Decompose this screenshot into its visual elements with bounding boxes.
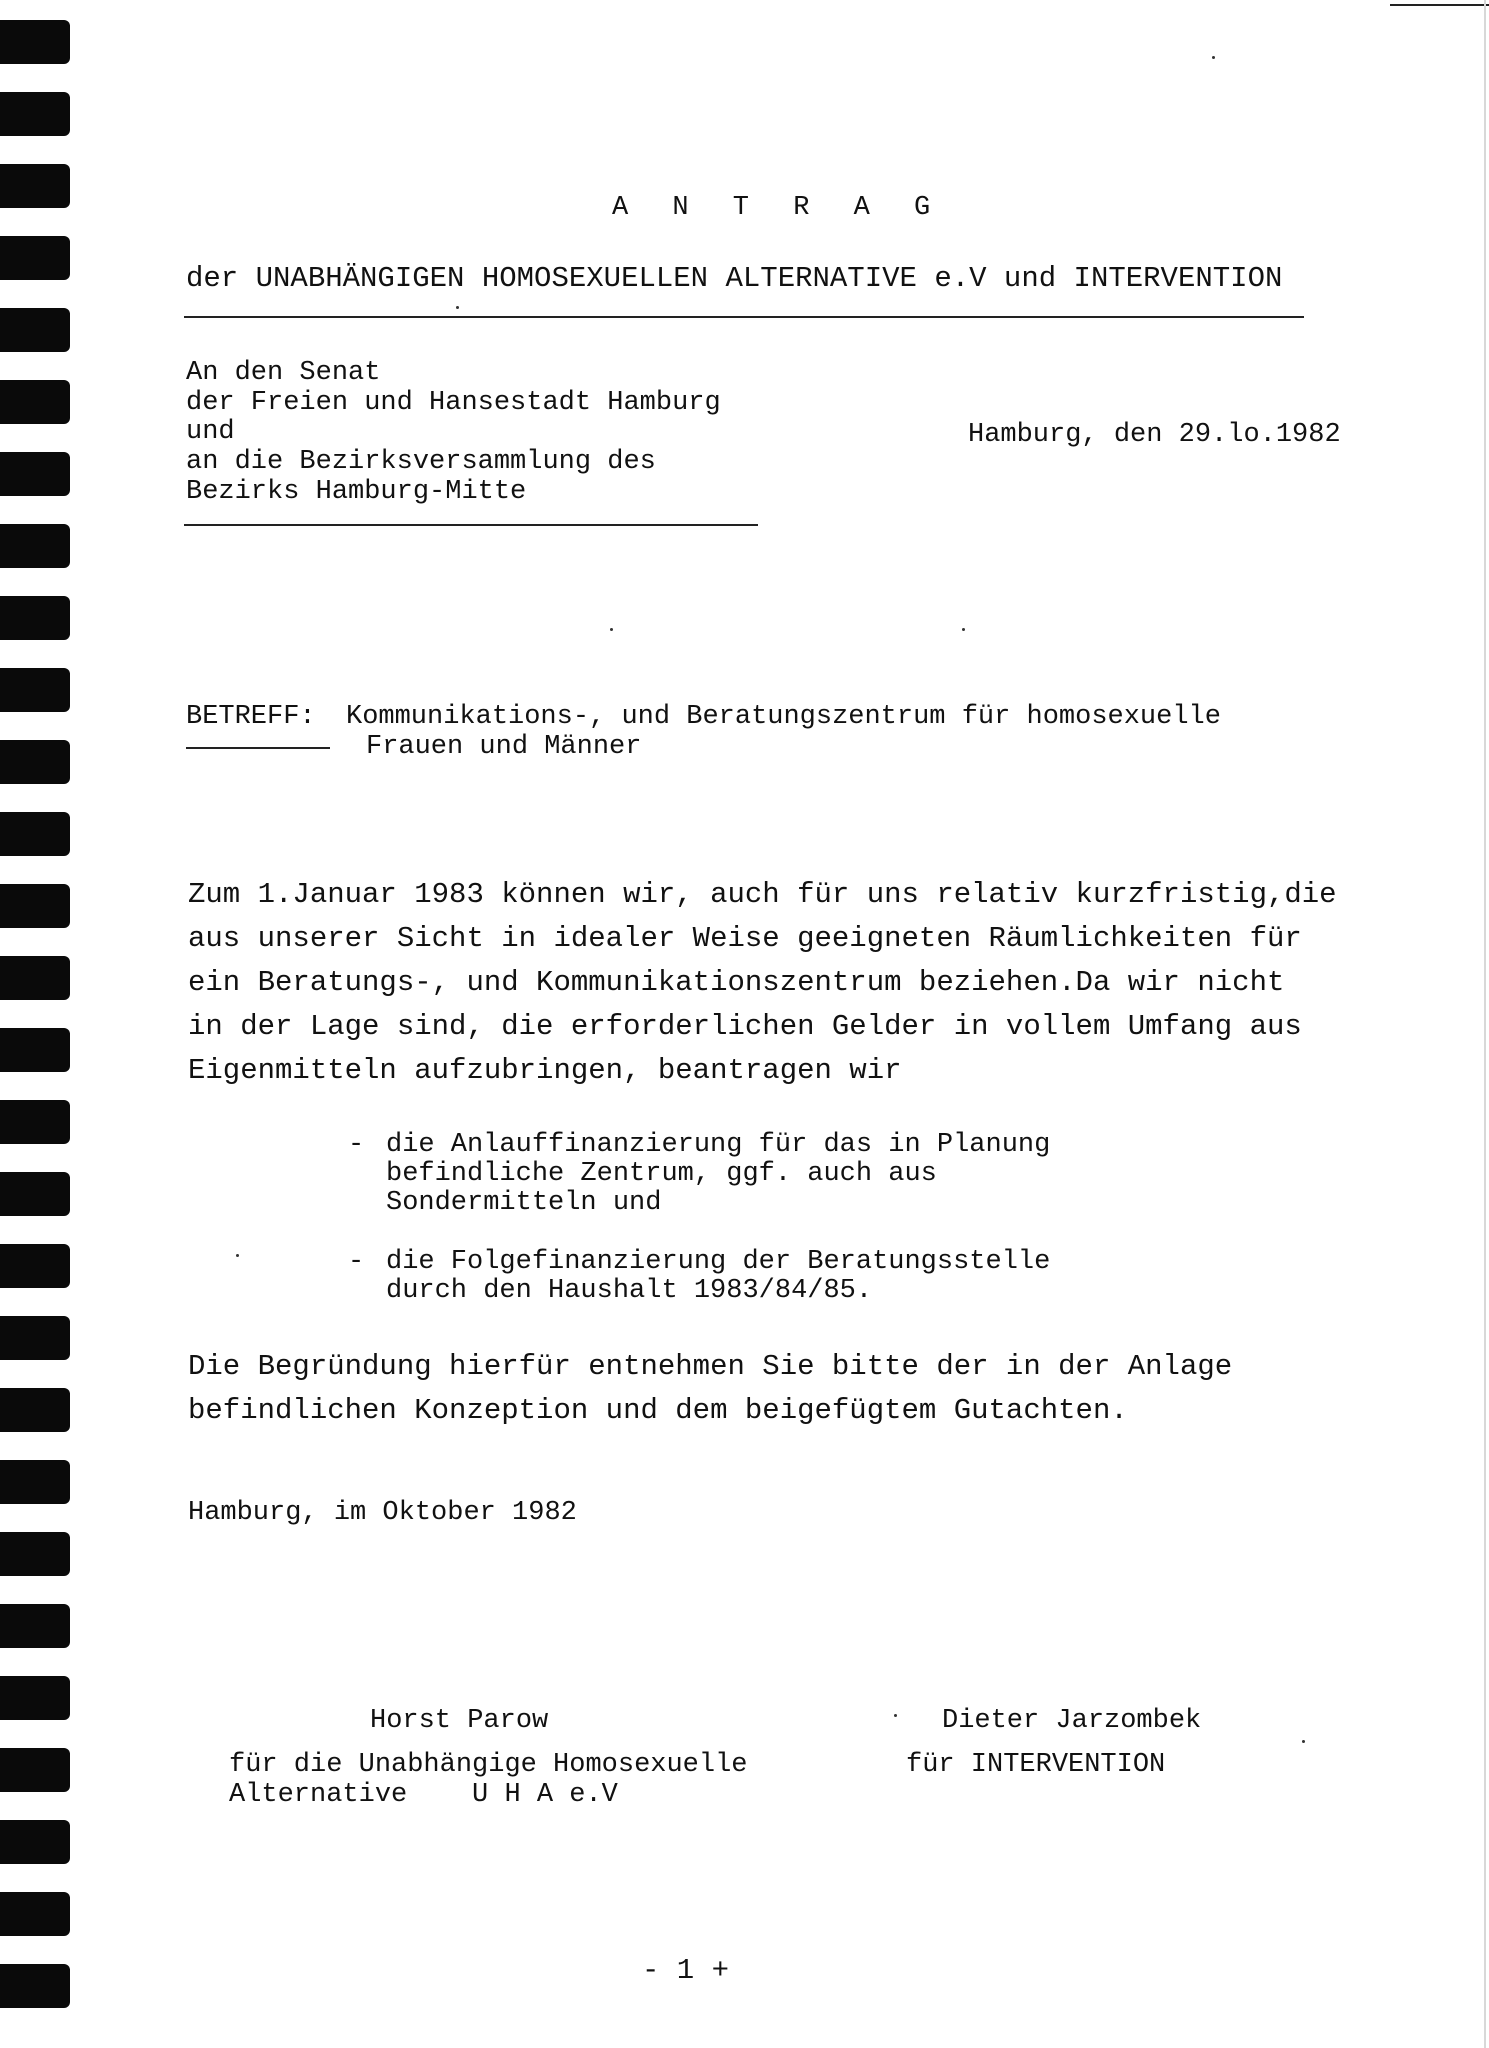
bullet-marker: - — [348, 1130, 365, 1160]
scan-speck — [1302, 1740, 1305, 1743]
scan-speck — [236, 1254, 239, 1257]
reason-line: Die Begründung hierfür entnehmen Sie bitte der in der Anlage — [188, 1350, 1233, 1383]
signatory-name: Horst Parow — [370, 1706, 549, 1736]
bullet-line: befindliche Zentrum, ggf. auch aus — [386, 1159, 937, 1189]
recipient-line: und — [186, 417, 235, 447]
signatory-affiliation: für INTERVENTION — [906, 1750, 1166, 1780]
subject-label: BETREFF: — [186, 702, 316, 732]
body-line: Eigenmitteln aufzubringen, beantragen wir — [188, 1054, 902, 1087]
document-subtitle: der UNABHÄNGIGEN HOMOSEXUELLEN ALTERNATIVE e.V und INTERVENTION — [186, 262, 1283, 295]
document-date: Hamburg, den 29.lo.1982 — [968, 420, 1341, 450]
subtitle-rule — [184, 316, 1304, 318]
closing-place: Hamburg, im Oktober 1982 — [188, 1498, 577, 1528]
scan-speck — [894, 1714, 897, 1717]
bullet-line: die Folgefinanzierung der Beratungsstelle — [386, 1247, 1051, 1277]
recipient-line: Bezirks Hamburg-Mitte — [186, 477, 527, 507]
scan-speck — [962, 628, 965, 631]
recipient-line: an die Bezirksversammlung des — [186, 447, 656, 477]
body-line: in der Lage sind, die erforderlichen Gelder in vollem Umfang aus — [188, 1010, 1302, 1043]
reason-line: befindlichen Konzeption und dem beigefügtem Gutachten. — [188, 1394, 1128, 1427]
subject-rule — [186, 747, 330, 749]
body-line: ein Beratungs-, und Kommunikationszentrum beziehen.Da wir nicht — [188, 966, 1285, 999]
body-line: Zum 1.Januar 1983 können wir, auch für uns relativ kurzfristig,die — [188, 878, 1337, 911]
recipient-rule — [184, 524, 758, 526]
recipient-line: der Freien und Hansestadt Hamburg — [186, 388, 721, 418]
bullet-line: durch den Haushalt 1983/84/85. — [386, 1276, 873, 1306]
bullet-line: die Anlauffinanzierung für das in Planung — [386, 1130, 1051, 1160]
signatory-affiliation: für die Unabhängige Homosexuelle — [229, 1750, 748, 1780]
scan-speck — [1212, 56, 1215, 59]
scan-speck — [456, 306, 459, 309]
page-edge — [1484, 0, 1486, 2048]
bullet-marker: - — [348, 1247, 365, 1277]
top-edge-line — [1390, 4, 1489, 6]
recipient-line: An den Senat — [186, 358, 381, 388]
document-title: A N T R A G — [612, 193, 945, 223]
scan-speck — [610, 628, 613, 631]
signatory-name: Dieter Jarzombek — [942, 1706, 1202, 1736]
bullet-line: Sondermitteln und — [386, 1188, 662, 1218]
subject-line: Kommunikations-, und Beratungszentrum für homosexuelle — [346, 702, 1221, 732]
body-line: aus unserer Sicht in idealer Weise geeigneten Räumlichkeiten für — [188, 922, 1302, 955]
subject-line: Frauen und Männer — [366, 732, 642, 762]
signatory-affiliation: Alternative U H A e.V — [229, 1780, 618, 1810]
page-number: - 1 + — [642, 1954, 730, 1987]
binding-holes — [0, 0, 72, 2048]
